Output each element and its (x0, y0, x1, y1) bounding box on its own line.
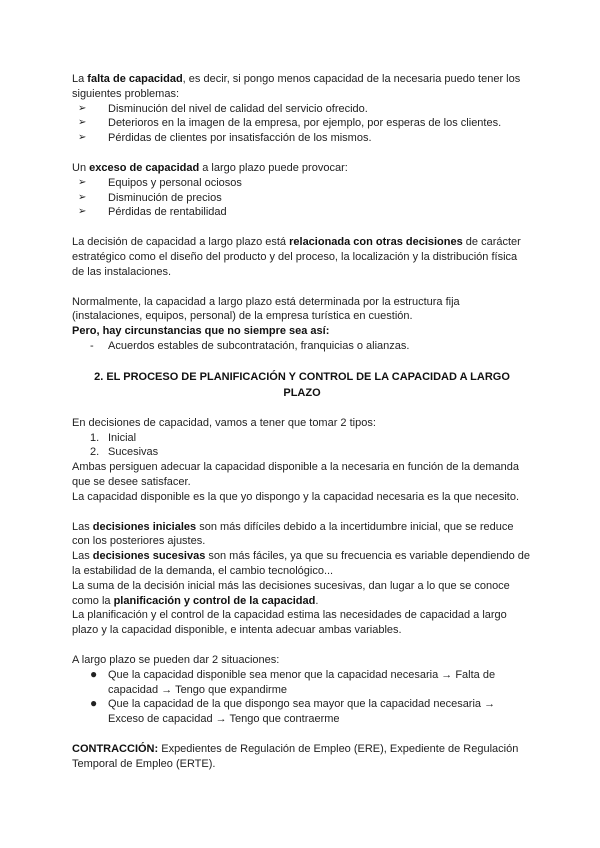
arrow-bullet-icon: ➢ (78, 102, 87, 114)
iniciales-paragraph: Las decisiones iniciales son más difíciles debido a la incertidumbre inicial, que se reduce con los posteriores ajustes. (72, 520, 514, 548)
decision-term: relacionada con otras decisiones (289, 236, 463, 249)
section-heading: 2. EL PROCESO DE PLANIFICACIÓN Y CONTROL DE LA CAPACIDAD A LARGO PLAZO (94, 370, 510, 399)
estructura-paragraph: Normalmente, la capacidad a largo plazo está determinada por la estructura fija (instalaciones, equipos, personal) de la empresa turística en cuestión. (72, 295, 460, 323)
list-item: ➢ Deterioros en la imagen de la empresa, por ejemplo, por esperas de los clientes. (78, 117, 502, 130)
falta-capacidad-list (72, 102, 532, 146)
list-item: ➢ Disminución de precios (78, 191, 222, 204)
circunstancias-line: Pero, hay circunstancias que no siempre sea así: (72, 325, 330, 338)
disponible-paragraph: La capacidad disponible es la que yo dispongo y la capacidad necesaria es la que necesito. (72, 490, 520, 503)
list-item: 2. Sucesivas (90, 446, 159, 459)
exceso-capacidad-list (72, 176, 532, 220)
dot-bullet-icon: ● (90, 696, 98, 711)
arrow-bullet-icon: ➢ (78, 206, 87, 218)
circunstancias-list (72, 339, 532, 354)
list-item: 1. Inicial (90, 431, 137, 444)
decisiones-list (72, 431, 532, 461)
arrow-bullet-icon: ➢ (78, 191, 87, 203)
dash-bullet-icon: - (90, 339, 94, 352)
decision-paragraph: La decisión de capacidad a largo plazo está relacionada con otras decisiones de carácter estratégico como el diseño del producto y del proceso, la localización y la distribución física de las instalaciones. (72, 236, 521, 278)
exceso-capacidad-intro: Un exceso de capacidad a largo plazo puede provocar: (72, 161, 348, 174)
planificacion-paragraph: La planificación y el control de la capacidad estima las necesidades de capacidad a largo plazo y la capacidad disponible, e intenta adecuar ambas variables. (72, 609, 507, 637)
document-page (72, 72, 532, 771)
ambas-paragraph: Ambas persiguen adecuar la capacidad disponible a la necesaria en función de la demanda que se desee satisfacer. (72, 461, 520, 488)
list-item: ● Que la capacidad de la que dispongo sea mayor que la capacidad necesaria → Exceso de capacidad → Tengo que contraerme (90, 696, 496, 726)
arrow-bullet-icon: ➢ (78, 132, 87, 144)
list-item: ➢ Equipos y personal ociosos (78, 176, 242, 189)
contraccion-paragraph: CONTRACCIÓN: Expedientes de Regulación de Empleo (ERE), Expediente de Regulación Temporal de Empleo (ERTE). (72, 742, 519, 770)
list-item: ● Que la capacidad disponible sea menor que la capacidad necesaria → Falta de capacidad → Tengo que expandirme (90, 666, 496, 696)
suma-paragraph: La suma de la decisión inicial más las decisiones sucesivas, dan lugar a lo que se conoce como la planificación y control de la capacidad. (72, 579, 510, 607)
decisiones-intro: En decisiones de capacidad, vamos a tener que tomar 2 tipos: (72, 416, 376, 429)
list-item: ➢ Pérdidas de rentabilidad (78, 206, 227, 219)
falta-capacidad-term: falta de capacidad (87, 73, 183, 85)
exceso-capacidad-term: exceso de capacidad (89, 161, 200, 174)
arrow-bullet-icon: ➢ (78, 176, 87, 188)
list-item: - Acuerdos estables de subcontratación, franquicias o alianzas. (90, 339, 410, 352)
arrow-bullet-icon: ➢ (78, 117, 87, 129)
situaciones-intro: A largo plazo se pueden dar 2 situaciones: (72, 653, 280, 666)
falta-capacidad-intro: La falta de capacidad, es decir, si pongo menos capacidad de la necesaria puedo tener los siguientes problemas: (72, 73, 521, 100)
dot-bullet-icon: ● (90, 666, 98, 681)
list-item: ➢ Disminución del nivel de calidad del servicio ofrecido. (78, 102, 368, 115)
sucesivas-paragraph: Las decisiones sucesivas son más fáciles, ya que su frecuencia es variable dependiendo de la estabilidad de la demanda, el cambio tecnológico... (72, 550, 531, 577)
list-item: ➢ Pérdidas de clientes por insatisfacción de los mismos. (78, 132, 372, 145)
situaciones-list (72, 668, 532, 727)
